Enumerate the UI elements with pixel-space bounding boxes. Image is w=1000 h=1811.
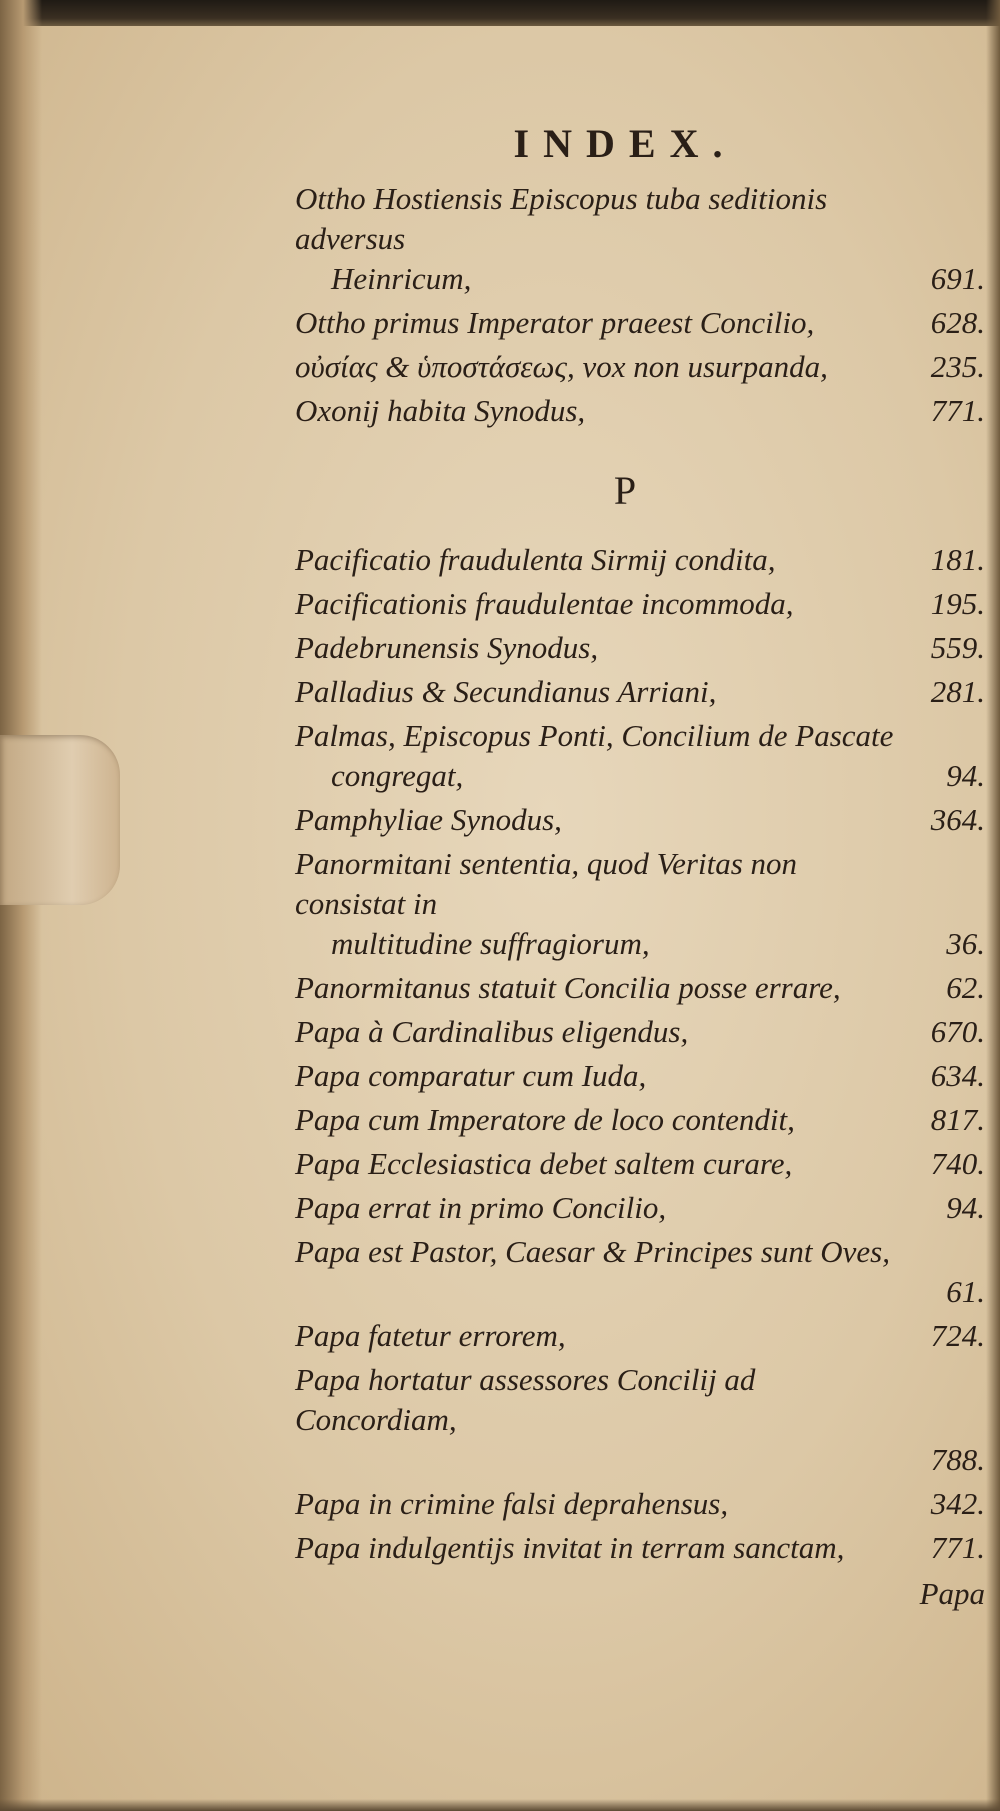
entry-continuation: congregat, [331, 758, 464, 793]
page-gutter [0, 0, 42, 1811]
book-clasp [0, 735, 120, 905]
entry-page-number: 181. [930, 542, 985, 577]
entry-heading: Panormitanus statuit Concilia posse errare, [295, 970, 841, 1005]
entry-heading: Pacificatio fraudulenta Sirmij condita, [295, 542, 776, 577]
entry-page-number: 691. [930, 261, 985, 296]
index-content [295, 120, 985, 1612]
index-entry [295, 391, 985, 431]
entry-page-number: 61. [946, 1274, 985, 1309]
entry-page-number: 36. [946, 926, 985, 961]
index-entry [295, 1012, 985, 1052]
entry-text [295, 1316, 985, 1356]
entry-text [295, 1360, 985, 1440]
entry-text [295, 1484, 985, 1524]
entry-page-number: 670. [930, 1014, 985, 1049]
entry-text [295, 1100, 985, 1140]
entry-heading: Papa Ecclesiastica debet saltem curare, [295, 1146, 793, 1181]
entry-heading: Papa hortatur assessores Concilij ad Concordiam, [295, 1362, 756, 1437]
index-entry [295, 540, 985, 580]
index-entry [295, 716, 985, 796]
entry-page-number: 195. [930, 586, 985, 621]
entry-heading: Papa errat in primo Concilio, [295, 1190, 667, 1225]
entry-text [295, 303, 985, 343]
entry-page-number: 724. [930, 1318, 985, 1353]
index-entry [295, 1232, 985, 1312]
entry-page-number: 235. [930, 349, 985, 384]
index-entry [295, 968, 985, 1008]
entry-page-number: 62. [946, 970, 985, 1005]
entry-text [295, 716, 985, 796]
index-entry [295, 1360, 985, 1480]
entry-text [295, 540, 985, 580]
entry-page-number: 634. [930, 1058, 985, 1093]
entry-heading: οὐσίας & ὑποστάσεως, vox non usurpanda, [295, 349, 828, 384]
entry-heading: Papa fatetur errorem, [295, 1318, 566, 1353]
page-bottom-edge [0, 1799, 1000, 1811]
entry-page-number: 342. [930, 1486, 985, 1521]
index-entry [295, 179, 985, 299]
entry-heading: Papa in crimine falsi deprahensus, [295, 1486, 729, 1521]
entry-heading: Pamphyliae Synodus, [295, 802, 562, 837]
entry-heading: Padebrunensis Synodus, [295, 630, 599, 665]
entry-continuation: Heinricum, [331, 261, 472, 296]
index-entry [295, 1316, 985, 1356]
index-entry [295, 1144, 985, 1184]
entry-page-number: 364. [930, 802, 985, 837]
entry-text [295, 800, 985, 840]
entry-heading: Papa est Pastor, Caesar & Principes sunt Oves, [295, 1234, 890, 1269]
entry-heading: Pacificationis fraudulentae incommoda, [295, 586, 794, 621]
entry-continuation: multitudine suffragiorum, [331, 926, 650, 961]
index-entry [295, 1056, 985, 1096]
entry-page-number: 788. [930, 1442, 985, 1477]
entry-page-number: 94. [946, 758, 985, 793]
index-entry [295, 347, 985, 387]
entry-text [295, 1188, 985, 1228]
catchword: Papa [919, 1576, 985, 1611]
entry-text [295, 1012, 985, 1052]
index-entry [295, 1100, 985, 1140]
entry-text [295, 672, 985, 712]
entry-page-number: 94. [946, 1190, 985, 1225]
entry-page-number: 628. [930, 305, 985, 340]
index-entry [295, 628, 985, 668]
entry-page-number: 281. [930, 674, 985, 709]
index-entry [295, 584, 985, 624]
page-top-shadow [0, 0, 1000, 26]
index-entry [295, 800, 985, 840]
entry-page-number: 817. [930, 1102, 985, 1137]
entry-heading: Panormitani sententia, quod Veritas non consistat in [295, 846, 798, 921]
entry-heading: Oxonij habita Synodus, [295, 393, 586, 428]
index-entry [295, 1528, 985, 1568]
index-entry [295, 1188, 985, 1228]
entry-text [295, 628, 985, 668]
index-entry [295, 1484, 985, 1524]
entry-heading: Papa à Cardinalibus eligendus, [295, 1014, 689, 1049]
section-letter: P [613, 468, 637, 513]
entry-text [295, 1528, 985, 1568]
entry-text [295, 391, 985, 431]
entry-heading: Palladius & Secundianus Arriani, [295, 674, 717, 709]
entry-heading: Ottho primus Imperator praeest Concilio, [295, 305, 815, 340]
entry-text [295, 968, 985, 1008]
index-entry [295, 672, 985, 712]
index-entry [295, 844, 985, 964]
entry-text [295, 347, 985, 387]
page-right-edge [986, 0, 1000, 1811]
entry-page-number: 771. [930, 393, 985, 428]
page-title: INDEX. [513, 121, 737, 166]
index-sections [295, 179, 985, 1568]
entry-text [295, 844, 985, 964]
entry-text [295, 1056, 985, 1096]
entry-heading: Papa comparatur cum Iuda, [295, 1058, 647, 1093]
entry-heading: Papa cum Imperatore de loco contendit, [295, 1102, 795, 1137]
entry-page-number: 771. [930, 1530, 985, 1565]
entry-text [295, 1144, 985, 1184]
entry-heading: Papa indulgentijs invitat in terram sanctam, [295, 1530, 845, 1565]
entry-text [295, 1232, 985, 1272]
entry-text [295, 584, 985, 624]
entry-heading: Palmas, Episcopus Ponti, Concilium de Pascate [295, 718, 894, 753]
entry-page-number: 559. [930, 630, 985, 665]
entry-heading: Ottho Hostiensis Episcopus tuba seditionis adversus [295, 181, 828, 256]
entry-page-number: 740. [930, 1146, 985, 1181]
entry-text [295, 179, 985, 299]
index-entry [295, 303, 985, 343]
